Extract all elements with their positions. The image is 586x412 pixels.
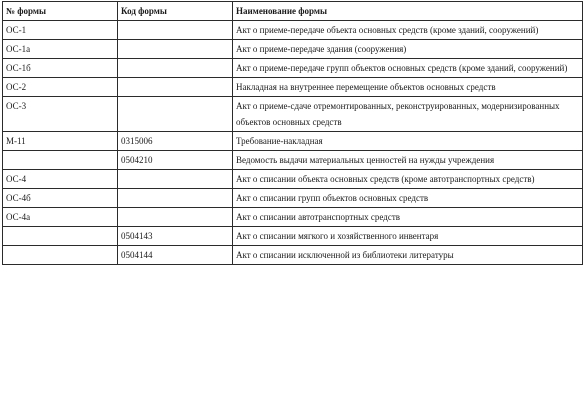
cell-form-name: Акт о списании объекта основных средств (кроме автотранспортных средств) (233, 170, 583, 189)
table-body (3, 21, 583, 265)
cell-form-number: ОС-1б (3, 59, 118, 78)
cell-form-number: ОС-2 (3, 78, 118, 97)
table-row (3, 59, 583, 78)
table-row (3, 227, 583, 246)
cell-form-code (118, 40, 233, 59)
cell-form-name: Акт о списании групп объектов основных средств (233, 189, 583, 208)
cell-form-name: Акт о приеме-передаче здания (сооружения) (233, 40, 583, 59)
cell-form-number: ОС-3 (3, 97, 118, 132)
cell-form-number: ОС-1 (3, 21, 118, 40)
cell-form-name: Акт о списании исключенной из библиотеки литературы (233, 246, 583, 265)
cell-form-name: Требование-накладная (233, 132, 583, 151)
cell-form-code (118, 189, 233, 208)
cell-form-number: ОС-4 (3, 170, 118, 189)
cell-form-code: 0315006 (118, 132, 233, 151)
cell-form-code (118, 21, 233, 40)
table-row (3, 189, 583, 208)
cell-form-name: Накладная на внутреннее перемещение объектов основных средств (233, 78, 583, 97)
cell-form-code: 0504210 (118, 151, 233, 170)
cell-form-number: ОС-4б (3, 189, 118, 208)
table-row (3, 21, 583, 40)
forms-table (2, 1, 583, 265)
table-row (3, 246, 583, 265)
cell-form-number: М-11 (3, 132, 118, 151)
table-header (3, 2, 583, 21)
table-row (3, 208, 583, 227)
cell-form-number: ОС-4а (3, 208, 118, 227)
cell-form-code: 0504143 (118, 227, 233, 246)
cell-form-code: 0504144 (118, 246, 233, 265)
cell-form-code (118, 59, 233, 78)
table-row (3, 97, 583, 132)
cell-form-code (118, 208, 233, 227)
table-row (3, 40, 583, 59)
cell-form-number (3, 246, 118, 265)
cell-form-name: Акт о приеме-передаче объекта основных средств (кроме зданий, сооружений) (233, 21, 583, 40)
table-row (3, 170, 583, 189)
cell-form-number (3, 227, 118, 246)
cell-form-name: Акт о списании автотранспортных средств (233, 208, 583, 227)
cell-form-code (118, 170, 233, 189)
cell-form-number: ОС-1а (3, 40, 118, 59)
table-row (3, 78, 583, 97)
header-row (3, 2, 583, 21)
cell-form-name: Акт о приеме-сдаче отремонтированных, реконструированных, модернизированных объектов основных средств (233, 97, 583, 132)
cell-form-name: Акт о приеме-передаче групп объектов основных средств (кроме зданий, сооружений) (233, 59, 583, 78)
table-row (3, 132, 583, 151)
header-form-code: Код формы (118, 2, 233, 21)
cell-form-code (118, 97, 233, 132)
cell-form-code (118, 78, 233, 97)
cell-form-number (3, 151, 118, 170)
cell-form-name: Ведомость выдачи материальных ценностей на нужды учреждения (233, 151, 583, 170)
cell-form-name: Акт о списании мягкого и хозяйственного инвентаря (233, 227, 583, 246)
header-form-name: Наименование формы (233, 2, 583, 21)
header-form-number: № формы (3, 2, 118, 21)
table-row (3, 151, 583, 170)
